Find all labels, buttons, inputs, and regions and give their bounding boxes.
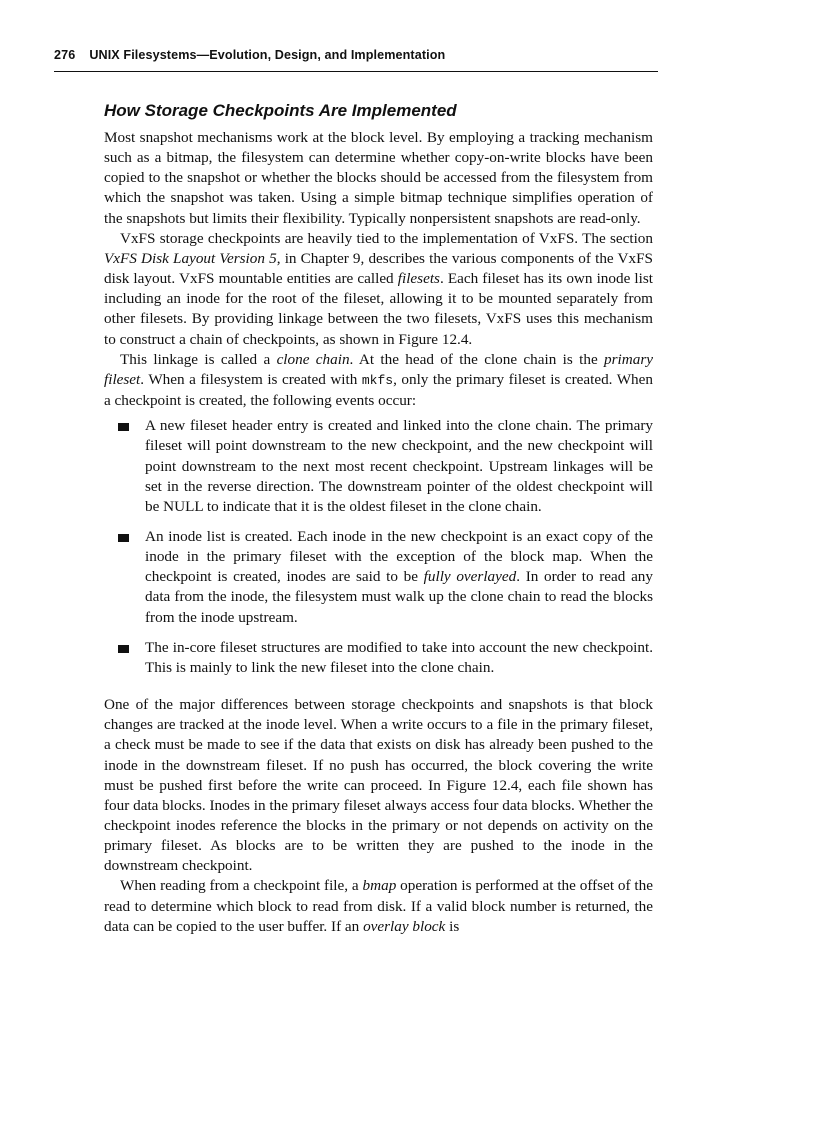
paragraph-2 xyxy=(104,229,653,350)
italic-term: bmap xyxy=(362,877,397,895)
italic-term: fully overlayed xyxy=(423,568,517,586)
header-rule xyxy=(54,71,658,72)
italic-term: primary fileset xyxy=(104,350,653,388)
italic-term: filesets xyxy=(397,270,440,288)
page-body xyxy=(104,100,653,937)
list-item-text: A new fileset header entry is created and linked into the clone chain. The primary fileset will point downstream to the new checkpoint, and the new checkpoint will point downstream to the next most recent checkpoint. Upstream linkages will be set in the reverse direction. The downstream pointer of the oldest checkpoint will be NULL to indicate that it is the oldest fileset in the clone chain. xyxy=(145,417,653,515)
square-bullet-icon xyxy=(118,534,129,542)
text-run: When reading from a checkpoint file, a xyxy=(120,877,363,895)
list-item-text: The in-core fileset structures are modified to take into account the new checkpoint. This is mainly to link the new fileset into the clone chain. xyxy=(145,638,653,676)
italic-title: VxFS Disk Layout Version 5 xyxy=(104,249,277,267)
text-run: This linkage is called a xyxy=(120,350,277,368)
text-run: operation is performed at the offset of the read to determine which block to read from disk. If a valid block number is returned, the data can be copied to the user buffer. If an xyxy=(104,877,653,935)
text-run: , only the primary fileset is created. When a checkpoint is created, the following events occur: xyxy=(104,370,653,410)
text-run: . Each fileset has its own inode list including an inode for the root of the fileset, allowing it to be mounted separately from other filesets. By providing linkage between the two filesets, VxFS uses this mechanism to construct a chain of checkpoints, as shown in Figure 12.4. xyxy=(104,270,653,348)
italic-term: overlay block xyxy=(363,917,446,935)
text-run: . When a filesystem is created with xyxy=(140,370,362,388)
text-run: is xyxy=(445,917,460,935)
list-item xyxy=(104,527,653,628)
section-heading: How Storage Checkpoints Are Implemented xyxy=(104,101,457,120)
paragraph-3 xyxy=(104,350,653,411)
italic-term: clone chain xyxy=(276,350,350,368)
square-bullet-icon xyxy=(118,423,129,431)
text-run: , in Chapter 9, describes the various components of the VxFS disk layout. VxFS mountable entities are called xyxy=(104,249,653,288)
square-bullet-icon xyxy=(118,645,129,653)
list-item xyxy=(104,416,653,517)
page-number: 276 xyxy=(54,48,76,62)
text-run: An inode list is created. Each inode in the new checkpoint is an exact copy of the inode in the primary fileset with the exception of the block map. When the checkpoint is created, inodes are said to be xyxy=(145,527,653,586)
paragraph-1: Most snapshot mechanisms work at the block level. By employing a tracking mechanism such as a bitmap, the filesystem can determine whether copy-on-write blocks have been copied to the snapshot or whether the blocks should be accessed from the filesystem from which the snapshot was taken. Using a simple bitmap technique simplifies operation of the snapshots but limits their flexibility. Typically nonpersistent snapshots are read-only. xyxy=(104,129,653,227)
paragraph-5 xyxy=(104,876,653,936)
running-head xyxy=(54,48,658,62)
event-list xyxy=(104,416,653,678)
command-code: mkfs xyxy=(361,372,394,388)
text-run: VxFS storage checkpoints are heavily tied to the implementation of VxFS. The section xyxy=(120,229,653,247)
text-run: . At the head of the clone chain is the xyxy=(349,350,605,368)
text-run: . In order to read any data from the inode, the filesystem must walk up the clone chain to read the blocks from the inode upstream. xyxy=(145,568,653,626)
list-item xyxy=(104,638,653,678)
paragraph-4: One of the major differences between storage checkpoints and snapshots is that block changes are tracked at the inode level. When a write occurs to a file in the primary fileset, a check must be made to see if the data that exists on disk has already been pushed to the inode in the downstream fileset. If no push has occurred, the block covering the write must be pushed first before the write can proceed. In Figure 12.4, each file shown has four data blocks. Inodes in the primary fileset always access four data blocks. Whether the checkpoint inodes reference the blocks in the primary or not depends on activity on the primary fileset. As blocks are to be written they are pushed to the inode in the downstream checkpoint. xyxy=(104,696,653,875)
book-title: UNIX Filesystems—Evolution, Design, and Implementation xyxy=(89,48,446,62)
